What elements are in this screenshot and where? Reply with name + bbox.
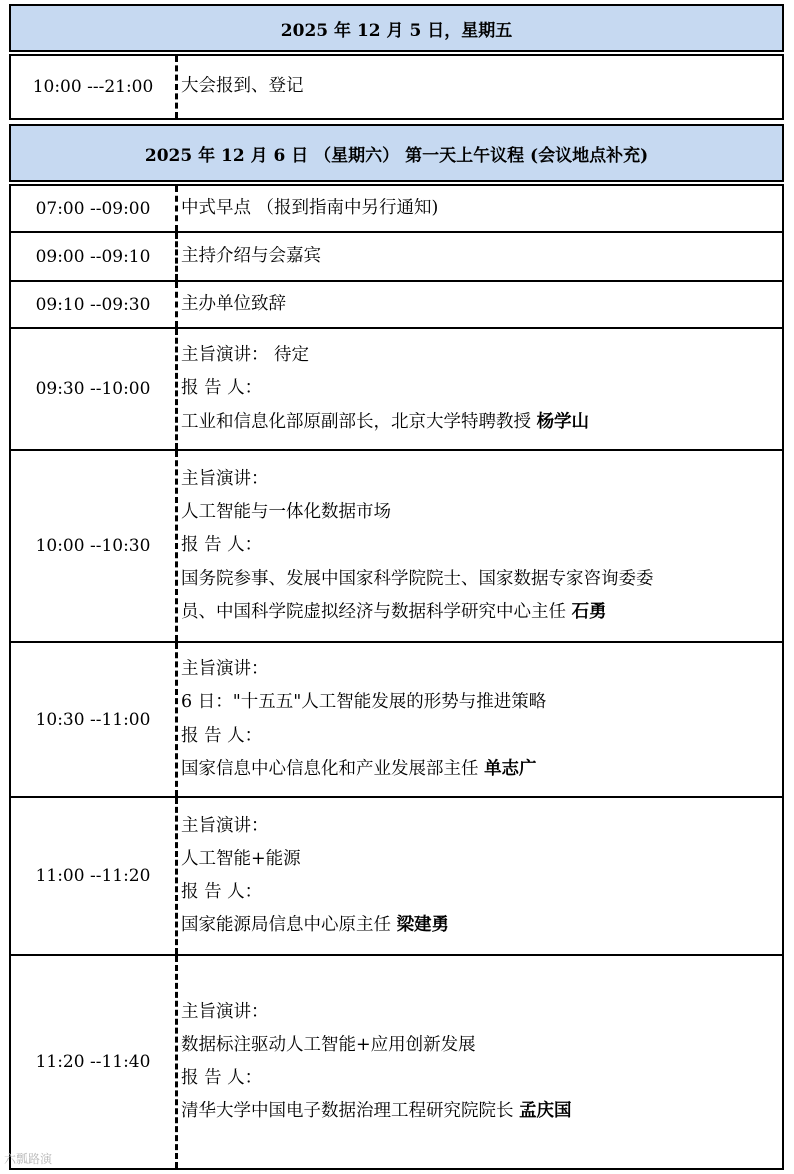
dashed-divider bbox=[175, 956, 178, 1168]
day2-header: 2025 年 12 月 6 日 （星期六） 第一天上午议程 (会议地点补充) bbox=[9, 124, 784, 182]
line-text: 主办单位致辞 bbox=[181, 293, 286, 314]
session-line bbox=[181, 810, 780, 843]
line-text: 报 告 人： bbox=[181, 882, 263, 902]
line-text: 人工智能+能源 bbox=[181, 848, 301, 869]
line-text: 主旨演讲： bbox=[181, 1001, 269, 1022]
line-text: 报 告 人： bbox=[181, 725, 263, 746]
dashed-divider bbox=[175, 643, 178, 796]
session-content bbox=[181, 451, 780, 641]
session-line bbox=[181, 529, 780, 562]
line-text: 清华大学中国电子数据治理工程研究院院长 bbox=[181, 1101, 520, 1122]
agenda-row bbox=[9, 184, 784, 233]
line-text: 报 告 人： bbox=[181, 378, 263, 399]
session-line bbox=[181, 596, 780, 629]
time-slot: 10:30 --11:00 bbox=[35, 709, 151, 730]
session-line bbox=[181, 70, 780, 103]
speaker-name: 杨学山 bbox=[536, 411, 590, 432]
dashed-divider bbox=[175, 56, 178, 118]
session-line bbox=[181, 288, 780, 321]
line-text: 报 告 人： bbox=[181, 535, 263, 556]
agenda-row bbox=[9, 327, 784, 451]
session-line bbox=[181, 876, 780, 909]
line-text: 主持介绍与会嘉宾 bbox=[181, 245, 321, 266]
session-line bbox=[181, 563, 780, 596]
session-line bbox=[181, 686, 780, 719]
agenda-row bbox=[9, 954, 784, 1170]
dashed-divider bbox=[175, 329, 178, 449]
session-line bbox=[181, 753, 780, 786]
session-line bbox=[181, 496, 780, 529]
time-slot: 11:00 --11:20 bbox=[35, 866, 151, 886]
agenda-row bbox=[9, 231, 784, 282]
line-text: 主旨演讲： bbox=[181, 815, 269, 836]
session-content bbox=[181, 186, 780, 231]
line-text: 6 日："十五五"人工智能发展的形势与推进策略 bbox=[181, 692, 547, 713]
dashed-divider bbox=[175, 186, 178, 231]
line-text: 员、中国科学院虚拟经济与数据科学研究中心主任 bbox=[181, 601, 572, 622]
session-line bbox=[181, 720, 780, 753]
session-line bbox=[181, 1062, 780, 1095]
session-content bbox=[181, 329, 780, 449]
speaker-name: 石勇 bbox=[571, 601, 607, 622]
speaker-name: 孟庆国 bbox=[519, 1101, 572, 1122]
session-line bbox=[181, 909, 780, 942]
line-text: 国家信息中心信息化和产业发展部主任 bbox=[181, 758, 485, 779]
dashed-divider bbox=[175, 451, 178, 641]
session-line bbox=[181, 843, 780, 876]
speaker-name: 梁建勇 bbox=[396, 915, 450, 936]
session-line bbox=[181, 996, 780, 1029]
dashed-divider bbox=[175, 233, 178, 280]
session-content bbox=[181, 643, 780, 796]
session-line bbox=[181, 653, 780, 686]
watermark-text: 六瓢路演 bbox=[4, 1152, 53, 1166]
session-content bbox=[181, 233, 780, 280]
agenda-row bbox=[9, 641, 784, 798]
line-text: 报 告 人： bbox=[181, 1068, 263, 1088]
time-slot: 09:30 --10:00 bbox=[35, 379, 151, 399]
line-text: 国务院参事、发展中国家科学院院士、国家数据专家咨询委委 bbox=[181, 568, 654, 589]
session-content bbox=[181, 282, 780, 327]
time-slot: 07:00 --09:00 bbox=[35, 198, 151, 219]
line-text: 数据标注驱动人工智能+应用创新发展 bbox=[181, 1034, 476, 1055]
day1-header: 2025 年 12 月 5 日，星期五 bbox=[9, 4, 784, 52]
session-line bbox=[181, 406, 780, 439]
agenda-row bbox=[9, 280, 784, 329]
time-slot: 09:00 --09:10 bbox=[35, 246, 151, 267]
session-line bbox=[181, 372, 780, 405]
line-text: 国家能源局信息中心原主任 bbox=[181, 915, 397, 936]
session-line bbox=[181, 240, 780, 273]
session-content bbox=[181, 56, 780, 118]
session-line bbox=[181, 463, 780, 496]
agenda-row bbox=[9, 796, 784, 956]
session-content bbox=[181, 956, 780, 1168]
session-content bbox=[181, 798, 780, 954]
session-line bbox=[181, 339, 780, 372]
session-line bbox=[181, 1029, 780, 1062]
session-line bbox=[181, 1095, 780, 1128]
speaker-name: 单志广 bbox=[484, 758, 537, 779]
line-text: 主旨演讲： 待定 bbox=[181, 345, 310, 366]
line-text: 大会报到、登记 bbox=[181, 76, 304, 97]
line-text: 人工智能与一体化数据市场 bbox=[181, 502, 391, 523]
time-slot: 10:00 --10:30 bbox=[35, 536, 151, 556]
dashed-divider bbox=[175, 798, 178, 954]
time-slot: 10:00 ---21:00 bbox=[32, 77, 154, 97]
line-text: 主旨演讲： bbox=[181, 659, 269, 679]
line-text: 中式早点 （报到指南中另行通知) bbox=[181, 197, 439, 218]
time-slot: 09:10 --09:30 bbox=[35, 294, 151, 315]
session-line bbox=[181, 192, 780, 225]
line-text: 工业和信息化部原副部长，北京大学特聘教授 bbox=[181, 411, 537, 432]
line-text: 主旨演讲： bbox=[181, 468, 269, 489]
time-slot: 11:20 --11:40 bbox=[35, 1052, 151, 1072]
agenda-row bbox=[9, 54, 784, 120]
dashed-divider bbox=[175, 282, 178, 327]
agenda-row bbox=[9, 449, 784, 643]
